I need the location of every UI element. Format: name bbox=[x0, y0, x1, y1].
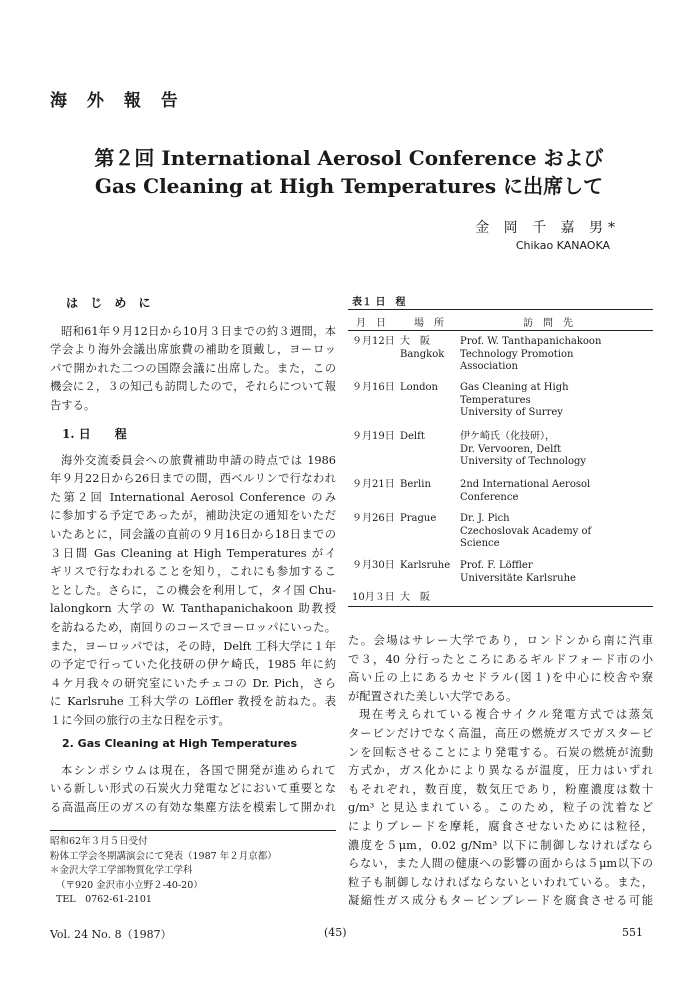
text-line: を訪ねるため，南回りのコースでヨーロッパにいった。 bbox=[50, 620, 336, 634]
cell-date: ９月26日 bbox=[352, 513, 395, 524]
cell-visit: 2nd International Aerosol Conference bbox=[460, 479, 591, 503]
text-line: 濃度を５μm，0.02 g/Nm³ 以下に制御しなければなら bbox=[348, 838, 653, 852]
text-line: 現在考えられている複合サイクル発電方式では蒸気 bbox=[359, 708, 653, 722]
intro-paragraph bbox=[50, 323, 336, 416]
header-date: 月 日 bbox=[356, 318, 386, 329]
cell-date: ９月21日 bbox=[352, 479, 395, 490]
cell-date: ９月19日 bbox=[352, 431, 395, 442]
text-line: た。会場はサレー大学であり，ロンドンから南に汽車 bbox=[348, 634, 653, 647]
section-gas-cleaning bbox=[50, 735, 336, 817]
table-rule-top bbox=[348, 309, 653, 310]
footnote-divider bbox=[50, 830, 336, 831]
text-line: 海外交流委員会への旅費補助申請の時点では 1986 bbox=[61, 453, 336, 467]
header-visit: 訪 問 先 bbox=[523, 318, 573, 329]
text-line: lalongkorn 大学の W. Tanthapanichakoon 助教授 bbox=[50, 602, 336, 616]
text-line: 本シンポシウムは現在，各国で開発が進められて bbox=[61, 763, 336, 777]
text-line: 機会に２，３の知己も訪問したので，それらについて報 bbox=[50, 380, 336, 394]
text-line: いる新しい形式の石炭火力発電などにおいて重要とな bbox=[50, 782, 336, 796]
cell-visit: 伊ケ崎氏（化技研）， Dr. Vervooren, Delft University of Technology bbox=[460, 431, 587, 467]
cell-place: Delft bbox=[400, 431, 425, 442]
cell-place: London bbox=[400, 382, 438, 393]
article-title-line-1: 第２回 International Aerosol Conference および bbox=[94, 146, 604, 170]
text-line: 粒子も制御しなければならないといわれている。また， bbox=[348, 875, 653, 889]
cell-place: Prague bbox=[400, 513, 437, 524]
right-column-paragraph bbox=[348, 632, 653, 911]
text-line: る高温高圧のガスの有効な集塵方法を模索して開かれ bbox=[50, 800, 336, 814]
cell-date: 10月３日 bbox=[352, 592, 395, 603]
cell-place: Karlsruhe bbox=[400, 560, 451, 571]
text-line: 年９月22日から26日までの間，西ベルリンで行なわれ bbox=[50, 472, 336, 486]
footnote-line: TEL 0762-61-2101 bbox=[56, 894, 152, 905]
table-rule-bottom bbox=[348, 606, 653, 607]
text-line: によりブレードを摩耗，腐食させないためには粒径， bbox=[348, 819, 653, 833]
text-line: ３日間 Gas Cleaning at High Temperatures がイ bbox=[50, 546, 336, 560]
text-line: 高い丘の上にあるカセドラル(図１)を中心に校舎や寮 bbox=[348, 671, 653, 685]
text-line: ４ケ月我々の研究室にいたチェコの Dr. Pich，さら bbox=[50, 676, 337, 690]
text-line: また，ヨーロッパでは，その時，Delft 工科大学に１年 bbox=[50, 639, 336, 653]
text-line: 方式か，ガス化かにより異なるが温度，圧力はいずれ bbox=[348, 764, 653, 778]
cell-date: ９月12日 bbox=[352, 336, 395, 347]
table-caption: 表１ 日 程 bbox=[352, 297, 406, 308]
author-name-jp: 金 岡 千 嘉 男* bbox=[475, 220, 620, 236]
article-title-line-2: Gas Cleaning at High Temperatures に出席して bbox=[94, 174, 604, 198]
text-line: もそれぞれ，数百度，数気圧であり，粉塵濃度は数十 bbox=[348, 782, 653, 796]
text-line: 告する。 bbox=[50, 398, 96, 412]
footnote-line: 粉体工学会冬期講演会にて発表（1987 年２月京都） bbox=[50, 850, 277, 862]
journal-volume: Vol. 24 No. 8（1987） bbox=[50, 928, 172, 941]
table-header bbox=[348, 311, 653, 331]
text-line: いたあとに，同会議の直前の９月16日から18日までの bbox=[50, 527, 336, 541]
page-number: 551 bbox=[622, 926, 643, 939]
text-line: らない，また人間の健康への影響の面からは５μm以下の bbox=[348, 857, 653, 871]
text-line: 学会より海外会議出席旅費の補助を頂戴し，ヨーロッ bbox=[50, 343, 336, 357]
footnote bbox=[50, 835, 336, 908]
section2-paragraph bbox=[50, 762, 336, 818]
text-line: に参加する予定であったが，補助決定の通知をいただ bbox=[50, 509, 336, 523]
section1-paragraph bbox=[50, 452, 336, 731]
text-line: ンを回転させることにより発電する。石炭の燃焼が流動 bbox=[348, 745, 653, 759]
text-line: た第２回 International Aerosol Conference のみ bbox=[50, 490, 336, 504]
text-line: で３，40 分行ったところにあるギルドフォード市の小 bbox=[348, 652, 653, 666]
intro-section bbox=[50, 294, 336, 416]
cell-place: Berlin bbox=[400, 479, 431, 490]
author-name-en: Chikao KANAOKA bbox=[515, 239, 610, 252]
cell-visit: Prof. F. Löffler Universitäte Karlsruhe bbox=[460, 560, 576, 584]
text-line: タービンだけでなく高温，高圧の燃焼ガスでガスタービ bbox=[348, 726, 653, 740]
text-line: g/m³ と見込まれている。このため，粒子の沈着など bbox=[348, 801, 653, 815]
header-place: 場 所 bbox=[414, 318, 444, 329]
cell-place: 大 阪 Bangkok bbox=[400, 336, 445, 360]
text-line: が配置された美しい大学である。 bbox=[348, 689, 518, 703]
text-line: ギリスで行なわれることを知り，これにも参加するこ bbox=[50, 565, 336, 579]
section-label: 海 外 報 告 bbox=[50, 91, 185, 111]
section1-heading: 1. 日 程 bbox=[62, 427, 127, 441]
text-line: 凝縮性ガス成分もタービンブレードを腐食させる可能 bbox=[348, 894, 653, 908]
intro-heading: は じ め に bbox=[66, 296, 155, 310]
table-rule-header bbox=[348, 330, 653, 331]
text-line: の予定で行っていた化技研の伊ケ崎氏，1985 年に約 bbox=[50, 658, 336, 672]
cell-visit: Prof. W. Tanthapanichakoon Technology Promotion Association bbox=[460, 336, 602, 372]
footnote-line: （〒920 金沢市小立野２-40-20） bbox=[56, 879, 203, 891]
text-line: 昭和61年９月12日から10月３日までの約３週間，本 bbox=[61, 324, 336, 338]
cell-place: 大 阪 bbox=[400, 592, 430, 603]
section-schedule bbox=[50, 425, 336, 731]
cell-visit: Gas Cleaning at High Temperatures University of Surrey bbox=[460, 382, 569, 418]
footnote-line: ＊金沢大学工学部物質化学工学科 bbox=[50, 865, 193, 876]
footnote-line: 昭和62年３月５日受付 bbox=[50, 836, 148, 847]
text-line: パで開かれた二つの国際会議に出席した。また，この bbox=[50, 361, 336, 375]
schedule-table bbox=[348, 293, 653, 603]
text-line: １に今回の旅行の主な日程を示す。 bbox=[50, 713, 230, 727]
cell-date: ９月16日 bbox=[352, 382, 395, 393]
text-line: に Karlsruhe 工科大学の Löffler 教授を訪ねた。表 bbox=[50, 695, 336, 709]
cell-visit: Dr. J. Pich Czechoslovak Academy of Science bbox=[460, 513, 592, 549]
section2-heading: 2. Gas Cleaning at High Temperatures bbox=[62, 737, 298, 750]
issue-page: (45) bbox=[324, 926, 347, 939]
text-line: ととした。さらに，この機会を利用して，タイ国 Chu- bbox=[50, 583, 336, 597]
cell-date: ９月30日 bbox=[352, 560, 395, 571]
